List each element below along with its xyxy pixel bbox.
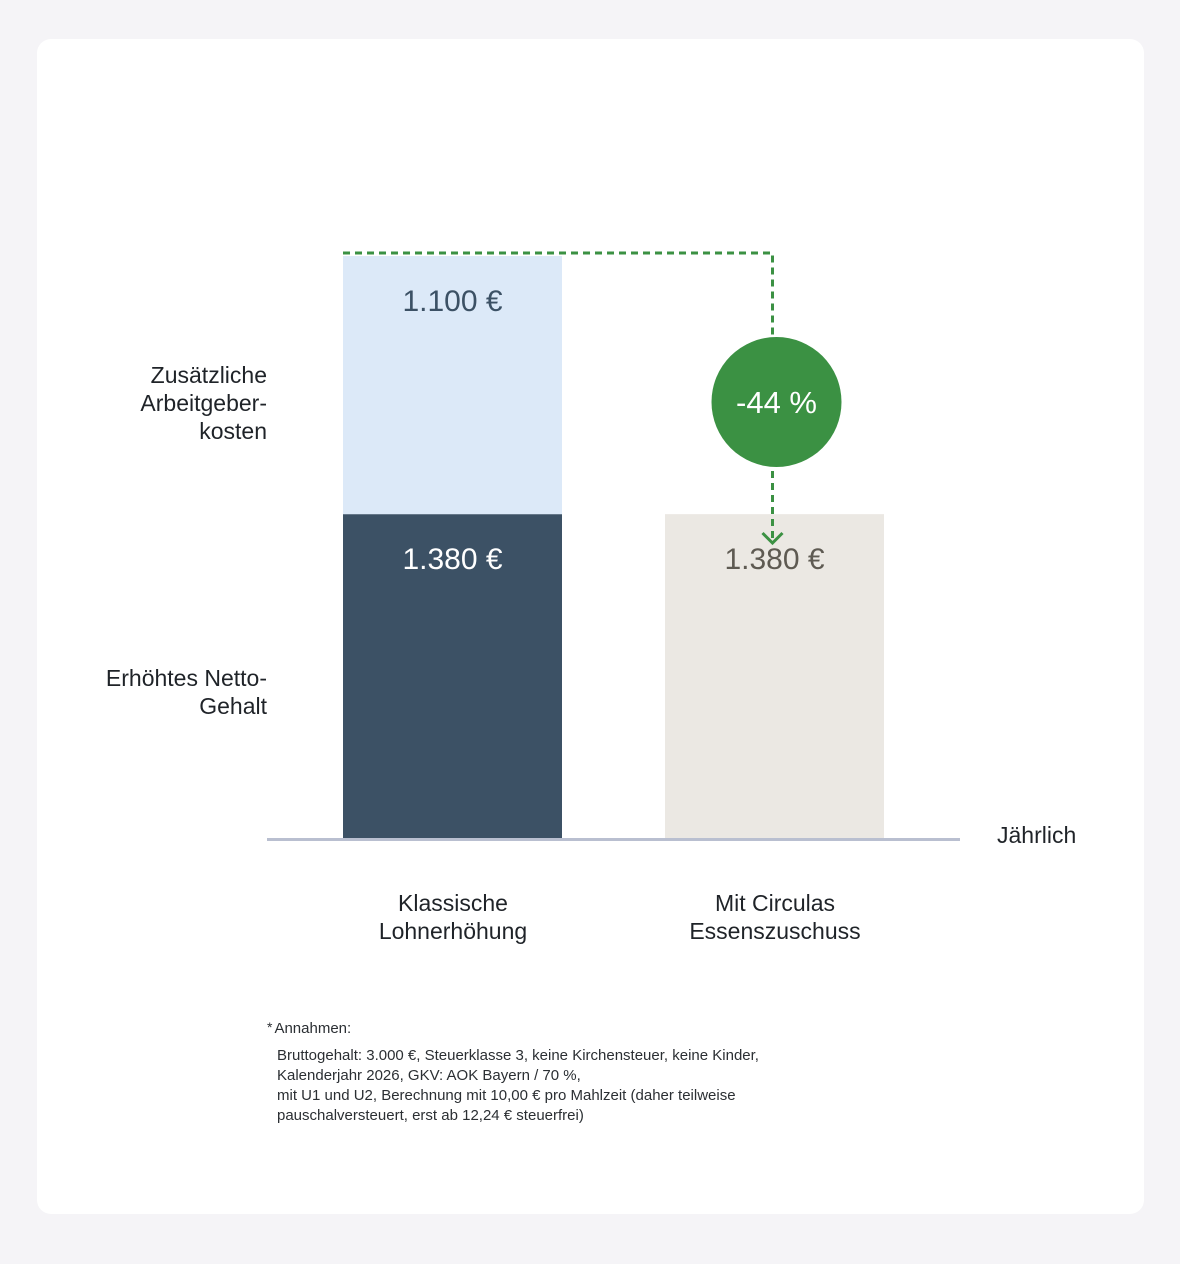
row-label-line: kosten (199, 418, 267, 444)
footnote-title: Annahmen: (274, 1020, 352, 1037)
row-label-line: Erhöhtes Netto- (105, 665, 267, 691)
bar-value-label: 1.380 € (402, 543, 503, 577)
row-label-net-salary (37, 664, 267, 720)
footnote-body (277, 1046, 887, 1126)
category-label-classic-raise (323, 889, 583, 945)
reduction-badge-label: -44 % (736, 385, 817, 420)
footnote-line: Kalenderjahr 2026, GKV: AOK Bayern / 70 %, (277, 1067, 581, 1084)
category-label-line: Lohnerhöhung (378, 918, 528, 944)
x-axis-unit-label: Jährlich (997, 822, 1077, 848)
row-label-line: Zusätzliche (150, 362, 267, 388)
footnote-line: Bruttogehalt: 3.000 €, Steuerklasse 3, keine Kirchensteuer, keine Kinder, (277, 1047, 759, 1064)
bar-value-label: 1.100 € (402, 285, 503, 318)
row-label-line: Arbeitgeber- (140, 390, 267, 416)
row-label-employer-costs (37, 361, 267, 445)
bar-value-label: 1.380 € (724, 543, 825, 577)
footnote-heading (267, 1018, 887, 1040)
category-label-line: Mit Circulas (714, 890, 836, 916)
row-label-line: Gehalt (199, 693, 267, 719)
footnote-line: mit U1 und U2, Berechnung mit 10,00 € pro Mahlzeit (daher teilweise (277, 1087, 736, 1104)
footnote-marker: * (267, 1019, 273, 1035)
category-label-line: Essenszuschuss (689, 918, 861, 944)
category-label-meal-allowance (645, 889, 905, 945)
category-label-line: Klassische (398, 890, 508, 916)
footnote-line: pauschalversteuert, erst ab 12,24 € steuerfrei) (277, 1107, 584, 1124)
assumptions-footnote (267, 1018, 887, 1126)
